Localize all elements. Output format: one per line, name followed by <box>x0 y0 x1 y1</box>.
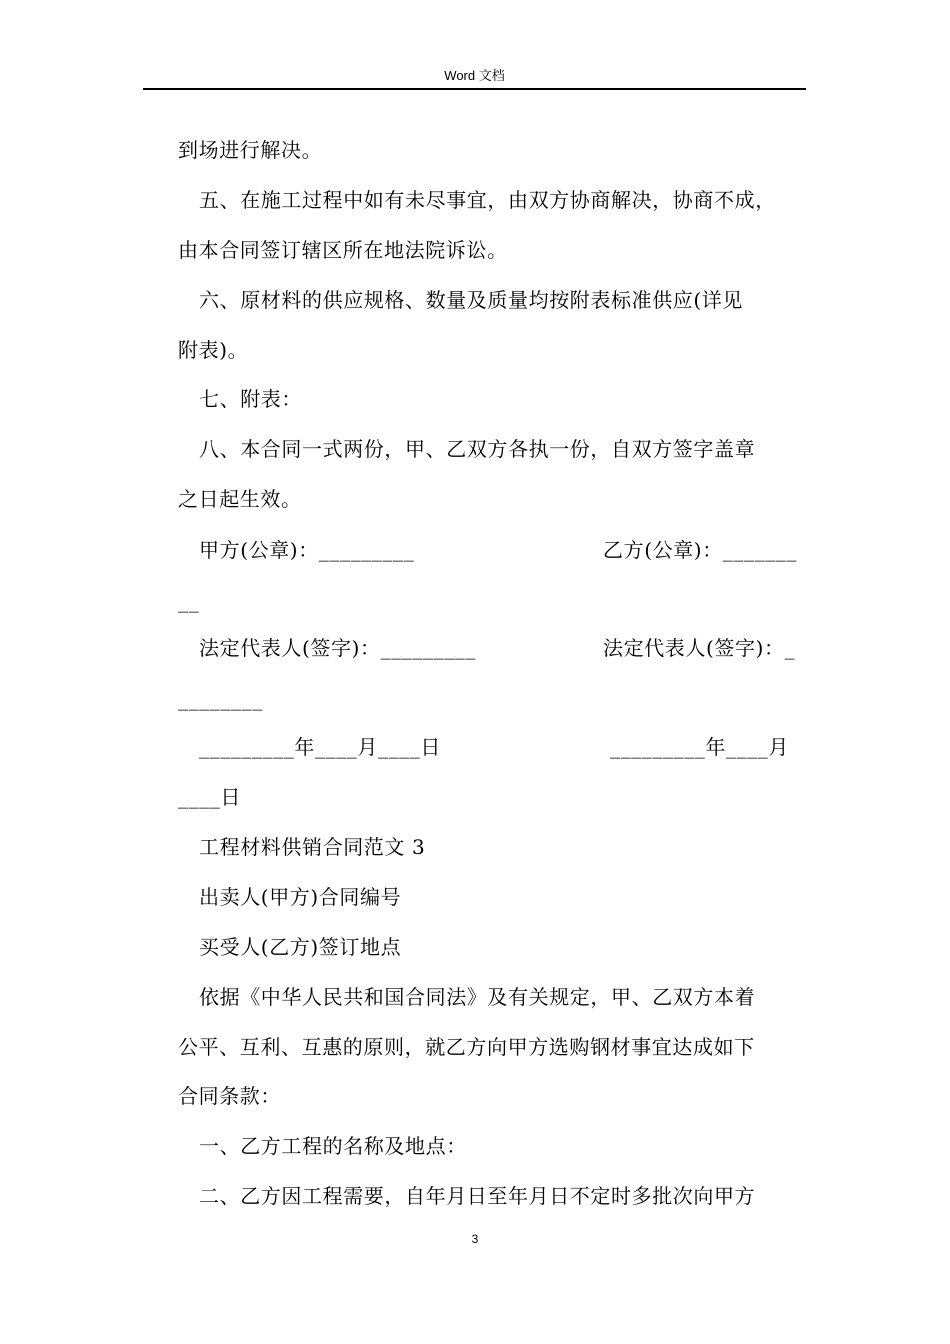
party-b-seal: 乙方(公章)：_______ <box>603 538 798 562</box>
text-line-4: 六、原材料的供应规格、数量及质量均按附表标准供应(详见 <box>199 288 744 312</box>
text-line-7: 八、本合同一式两份，甲、乙双方各执一份，自双方签字盖章 <box>199 437 756 461</box>
text-line-20: 依据《中华人民共和国合同法》及有关规定，甲、乙双方本着 <box>199 985 756 1009</box>
buyer-line: 买受人(乙方)签订地点 <box>199 935 402 959</box>
text-line-2: 五、在施工过程中如有未尽事宜，由双方协商解决，协商不成， <box>199 188 776 212</box>
party-b-date: _________年____月 <box>610 735 789 759</box>
party-b-seal-continued: __ <box>178 589 200 613</box>
header-title: Word 文档 <box>444 68 505 83</box>
page-header <box>143 68 806 90</box>
party-a-representative: 法定代表人(签字)：_________ <box>199 636 477 660</box>
text-line-24: 二、乙方因工程需要，自年月日至年月日不定时多批次向甲方 <box>199 1184 756 1208</box>
page-number: 3 <box>471 1232 479 1246</box>
text-line-23: 一、乙方工程的名称及地点： <box>199 1134 467 1158</box>
party-a-date: _________年____月____日 <box>199 735 441 759</box>
text-line-22: 合同条款： <box>178 1084 281 1108</box>
seller-line: 出卖人(甲方)合同编号 <box>199 885 402 909</box>
text-line-1: 到场进行解决。 <box>178 138 323 162</box>
party-b-representative-continued: ________ <box>178 687 263 711</box>
party-a-seal: 甲方(公章)：_________ <box>199 538 415 562</box>
text-line-8: 之日起生效。 <box>178 487 302 511</box>
text-line-3: 由本合同签订辖区所在地法院诉讼。 <box>178 238 508 262</box>
party-b-representative: 法定代表人(签字)：_ <box>603 636 796 660</box>
text-line-5: 附表)。 <box>178 338 249 362</box>
text-line-6: 七、附表： <box>199 387 302 411</box>
text-line-21: 公平、互利、互惠的原则，就乙方向甲方选购钢材事宜达成如下 <box>178 1035 755 1059</box>
party-b-date-continued: ____日 <box>178 785 241 809</box>
section-title: 工程材料供销合同范文 3 <box>199 835 426 859</box>
